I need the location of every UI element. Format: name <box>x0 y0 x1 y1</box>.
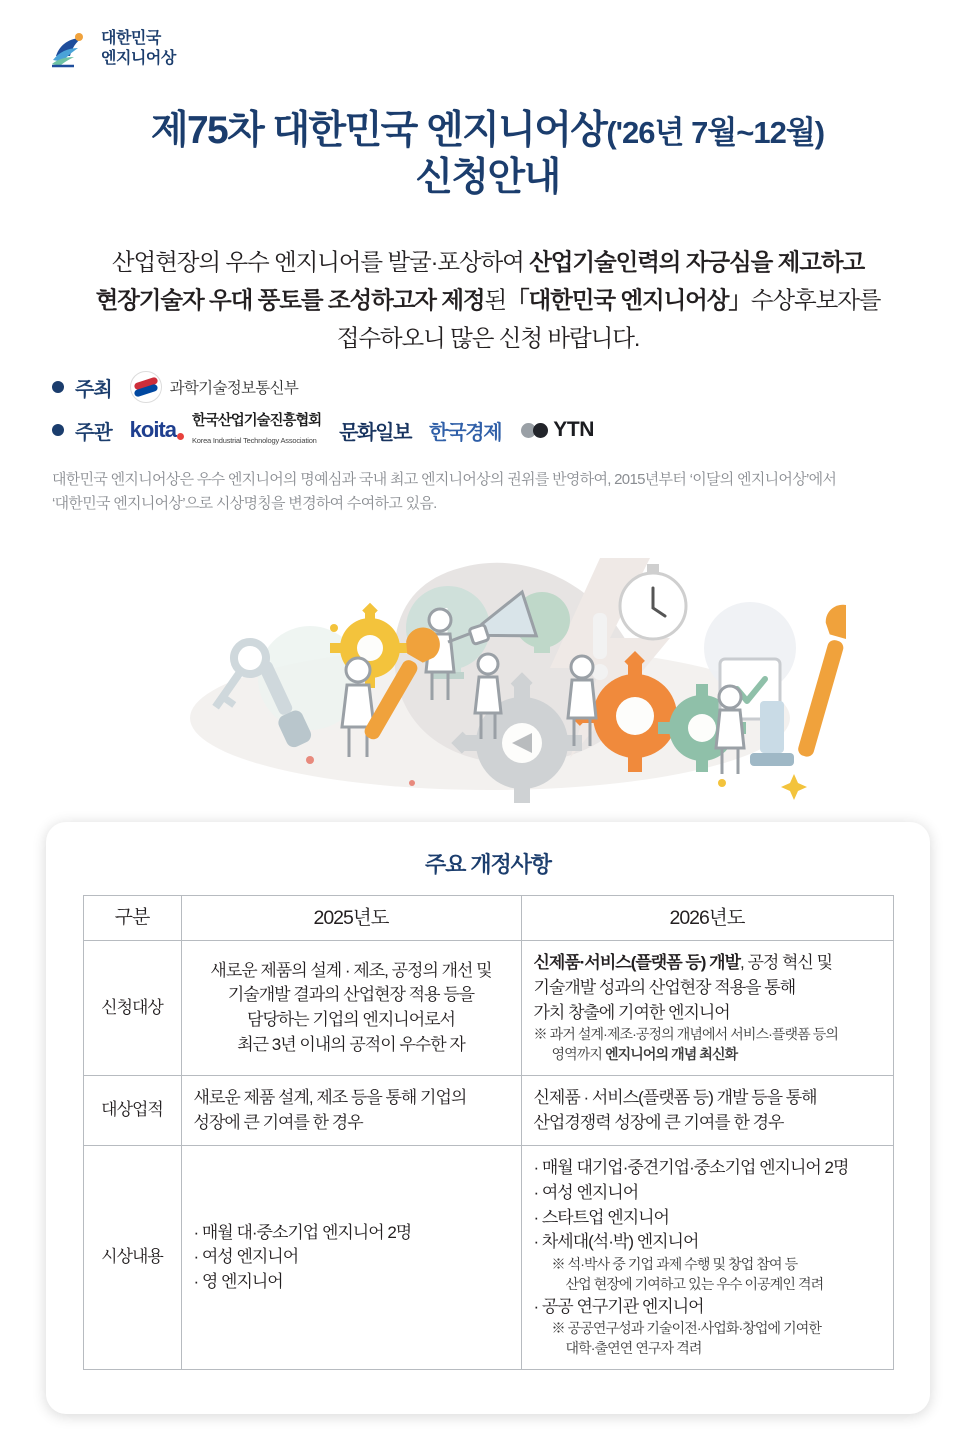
title-period: ('26년 7월~12월) <box>606 115 825 150</box>
row-category-award: 시상내용 <box>83 1146 181 1370</box>
row-category-applicant: 신청대상 <box>83 941 181 1076</box>
brand-logo-line2: 엔지니어상 <box>101 50 176 67</box>
row-2026-applicant <box>521 941 893 1076</box>
row-2026-award <box>521 1146 893 1370</box>
intro-part1: 산업현장의 우수 엔지니어를 발굴·포상하여 <box>111 249 530 275</box>
korea-government-emblem-icon <box>130 371 162 403</box>
row-2026-award-note-1 <box>534 1255 881 1295</box>
text-line: 신제품 · 서비스(플랫폼 등) 개발 등을 통해 <box>533 1087 817 1107</box>
ytn-wordmark: YTN <box>553 418 595 441</box>
ytn-dot-dark-icon <box>533 423 548 438</box>
award-note-line1: 대한민국 엔지니어상은 우수 엔지니어의 명예심과 국내 최고 엔지니어상의 권위를 반영하여, 2015년부터 ‘이달의 엔지니어상’에서 <box>52 471 837 488</box>
text-line: ※ 공공연구성과 기술이전·사업화·창업에 기여한 <box>551 1320 821 1337</box>
row-2025-achievement <box>181 1075 521 1145</box>
text-line: 기술개발 성과의 산업현장 적용을 통해 <box>533 977 796 997</box>
text-line: 산업경쟁력 성장에 큰 기여를 한 경우 <box>533 1112 784 1132</box>
korea-engineer-award-logo-icon <box>46 26 92 72</box>
table-header-2025: 2025년도 <box>181 896 521 941</box>
revisions-table <box>83 895 894 1370</box>
intro-part4: 접수하오니 많은 신청 바랍니다. <box>336 325 640 352</box>
intro-bold3: 「대한민국 엔지니어상」 <box>506 287 751 314</box>
table-header-row <box>83 896 893 941</box>
koita-name-ko: 한국산업기술진흥협회 <box>192 413 322 429</box>
engineers-illustration <box>130 528 846 808</box>
row-2026-achievement <box>521 1075 893 1145</box>
table-header-category: 구분 <box>83 896 181 941</box>
row-2026-applicant-note <box>534 1025 881 1065</box>
host-label: 주최 <box>75 378 112 401</box>
table-row <box>83 941 893 1076</box>
koita-dot-icon <box>177 433 184 440</box>
row-2025-award <box>181 1146 521 1370</box>
text-line: · 매월 대·중소기업 엔지니어 2명 <box>193 1222 412 1242</box>
text-line: 영역까지 <box>551 1046 605 1063</box>
intro-bold2: 현장기술자 우대 풍토를 조성하고자 제정 <box>95 287 485 314</box>
text-line: 최근 3년 이내의 공적이 우수한 자 <box>237 1034 465 1054</box>
text-line: ※ 석·박사 중 기업 과제 수행 및 창업 참여 등 <box>551 1255 798 1272</box>
text-line: · 영 엔지니어 <box>193 1271 283 1291</box>
bullet-icon <box>52 381 64 393</box>
page-title <box>0 108 975 202</box>
text-emphasis: 엔지니어의 개념 최신화 <box>605 1046 738 1063</box>
brand-logo-line1: 대한민국 <box>101 30 161 48</box>
award-note-line2: ‘대한민국 엔지니어상’으로 시상명칭을 변경하여 수여하고 있음. <box>52 495 437 513</box>
card-title: 주요 개정사항 <box>425 852 551 877</box>
text-line: · 여성 엔지니어 <box>193 1247 299 1267</box>
row-category-achievement: 대상업적 <box>83 1075 181 1145</box>
intro-part2: 된 <box>484 287 507 314</box>
award-note <box>52 468 932 517</box>
text-line: · 공공 연구기관 엔지니어 <box>533 1296 704 1316</box>
bullet-icon <box>52 424 64 436</box>
row-2025-applicant <box>181 941 521 1076</box>
table-row <box>83 1075 893 1145</box>
organizer-row <box>52 413 932 447</box>
text-emphasis: 신제품·서비스(플랫폼 등) 개발 <box>533 953 740 973</box>
text-line: · 매월 대기업·중견기업·중소기업 엔지니어 2명 <box>533 1158 849 1178</box>
revisions-card <box>46 822 930 1414</box>
koita-name-en: Korea Industrial Technology Association <box>192 436 317 445</box>
host-organizer-block <box>52 370 932 456</box>
intro-paragraph <box>48 243 928 357</box>
text-line: 새로운 제품 설계, 제조 등을 통해 기업의 <box>193 1087 467 1107</box>
text-line: 산업 현장에 기여하고 있는 우수 이공계인 격려 <box>565 1275 824 1292</box>
row-2026-award-note-2 <box>534 1319 881 1359</box>
table-row <box>83 1146 893 1370</box>
host-row <box>52 370 932 404</box>
host-ministry-name: 과학기술정보통신부 <box>169 380 299 397</box>
media-ytn <box>521 418 594 442</box>
text-line: 대학·출연연 연구자 격려 <box>565 1340 702 1357</box>
text-line: · 여성 엔지니어 <box>533 1182 639 1202</box>
brand-logo <box>46 26 176 72</box>
koita-logo-icon <box>130 417 184 443</box>
organizer-label: 주관 <box>75 421 112 444</box>
table-header-2026: 2026년도 <box>521 896 893 941</box>
text-line: ※ 과거 설계·제조·공정의 개념에서 서비스·플랫폼 등의 <box>533 1026 838 1043</box>
intro-part3: 수상후보자를 <box>750 287 881 314</box>
text-line: , 공정 혁신 및 <box>740 953 833 973</box>
koita-name-block <box>192 412 321 448</box>
text-line: 가치 창출에 기여한 엔지니어 <box>533 1002 730 1022</box>
text-line: 기술개발 결과의 산업현장 적용 등을 <box>227 985 475 1005</box>
text-line: · 차세대(석·박) 엔지니어 <box>533 1232 699 1252</box>
text-line: · 스타트업 엔지니어 <box>533 1207 669 1227</box>
text-line: 담당하는 기업의 엔지니어로서 <box>247 1010 455 1030</box>
title-subline: 신청안내 <box>415 156 560 200</box>
title-main: 제75차 대한민국 엔지니어상 <box>150 109 607 152</box>
intro-bold1: 산업기술인력의 자긍심을 제고하고 <box>529 249 865 275</box>
brand-logo-text <box>101 29 176 68</box>
text-line: 새로운 제품의 설계 · 제조, 공정의 개선 및 <box>210 960 492 980</box>
text-line: 성장에 큰 기여를 한 경우 <box>193 1112 363 1132</box>
koita-wordmark: koita <box>129 417 176 442</box>
media-munhwailbo: 문화일보 <box>339 421 412 444</box>
media-hankyung: 한국경제 <box>429 421 502 444</box>
